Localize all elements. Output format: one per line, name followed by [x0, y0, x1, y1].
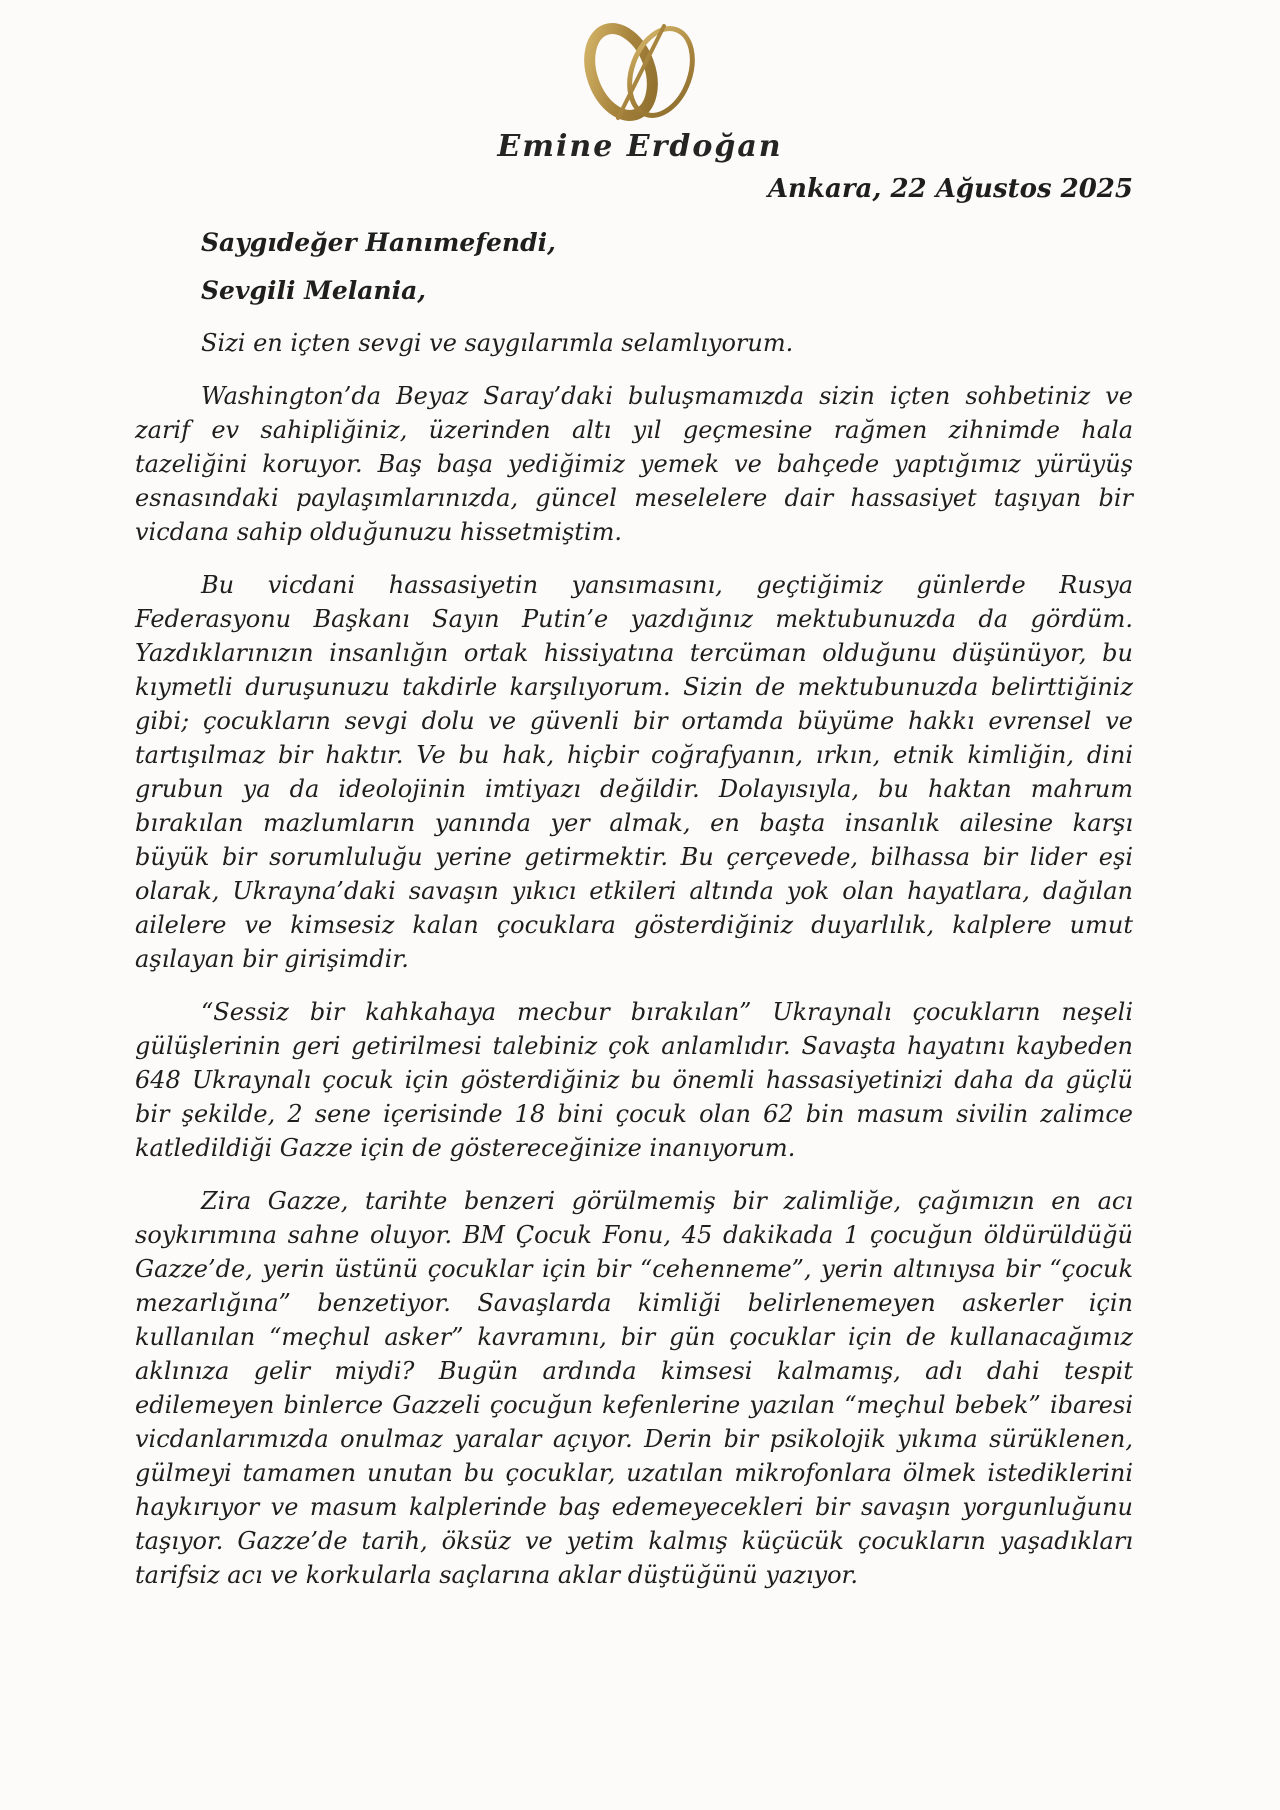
letter-line: gülüşlerinin geri getirilmesi talebiniz çok anlamlıdır. Savaşta hayatını kaybeden: [135, 1032, 1133, 1060]
salutation-melania: Sevgili Melania,: [201, 276, 427, 305]
letter-line: tartışılmaz bir haktır. Ve bu hak, hiçbir coğrafyanın, ırkın, etnik kimliğin, dini: [135, 741, 1133, 769]
paragraph: [135, 1184, 1133, 1592]
letter-line: vicdana sahip olduğunuzu hissetmiştim.: [135, 518, 622, 546]
letter-line: aklınıza gelir miydi? Bugün ardında kimsesi kalmamış, adı dahi tespit: [135, 1357, 1133, 1385]
letter-line: kıymetli duruşunuzu takdirle karşılıyorum. Sizin de mektubunuzda belirttiğiniz: [135, 673, 1133, 701]
paragraph: [135, 326, 1133, 360]
letter-line: tazeliğini koruyor. Baş başa yediğimiz yemek ve bahçede yaptığımız yürüyüş: [135, 450, 1133, 478]
letter-line: gibi; çocukların sevgi dolu ve güvenli bir ortamda büyüme hakkı evrensel ve: [135, 707, 1133, 735]
letter-line: gülmeyi tamamen unutan bu çocuklar, uzatılan mikrofonlara ölmek istediklerini: [135, 1459, 1133, 1487]
letter-line: bırakılan mazlumların yanında yer almak, en başta insanlık ailesine karşı: [135, 809, 1133, 837]
emine-erdogan-monogram-icon: [545, 20, 735, 124]
letter-line: vicdanlarımızda onulmaz yaralar açıyor. Derin bir psikolojik yıkıma sürüklenen,: [135, 1425, 1133, 1453]
letter-line: esnasındaki paylaşımlarınızda, güncel meselelere dair hassasiyet taşıyan bir: [135, 484, 1133, 512]
letter-line: büyük bir sorumluluğu yerine getirmektir. Bu çerçevede, bilhassa bir lider eşi: [135, 843, 1133, 871]
letter-line: tarifsiz acı ve korkularla saçlarına aklar düştüğünü yazıyor.: [135, 1561, 859, 1589]
letter-line: mezarlığına” benzetiyor. Savaşlarda kimliği belirlenemeyen askerler için: [135, 1289, 1133, 1317]
dateline: Ankara, 22 Ağustos 2025: [767, 174, 1133, 204]
letter-line: aşılayan bir girişimdir.: [135, 945, 409, 973]
letter-line: Sizi en içten sevgi ve saygılarımla selamlıyorum.: [201, 329, 794, 357]
letter-line: Yazdıklarınızın insanlığın ortak hissiyatına tercüman olduğunu düşünüyor, bu: [135, 639, 1133, 667]
letter-line: Washington’da Beyaz Saray’daki buluşmamızda sizin içten sohbetiniz ve: [201, 382, 1133, 410]
letter-line: soykırımına sahne oluyor. BM Çocuk Fonu, 45 dakikada 1 çocuğun öldürüldüğü: [135, 1221, 1133, 1249]
paragraph: [135, 379, 1133, 549]
letter-line: kullanılan “meçhul asker” kavramını, bir gün çocuklar için de kullanacağımız: [135, 1323, 1133, 1351]
letter-line: Gazze’de, yerin üstünü çocuklar için bir “cehenneme”, yerin altınıysa bir “çocuk: [135, 1255, 1133, 1283]
letter-line: ailelere ve kimsesiz kalan çocuklara gösterdiğiniz duyarlılık, kalplere umut: [135, 911, 1133, 939]
letter-content: [135, 172, 1133, 1592]
letter-line: katledildiği Gazze için de göstereceğinize inanıyorum.: [135, 1134, 796, 1162]
letter-line: Bu vicdani hassasiyetin yansımasını, geçtiğimiz günlerde Rusya: [201, 571, 1133, 599]
letter-line: olarak, Ukrayna’daki savaşın yıkıcı etkileri altında yok olan hayatlara, dağılan: [135, 877, 1133, 905]
letter-line: grubun ya da ideolojinin imtiyazı değildir. Dolayısıyla, bu haktan mahrum: [135, 775, 1133, 803]
letter-line: Zira Gazze, tarihte benzeri görülmemiş bir zalimliğe, çağımızın en acı: [201, 1187, 1133, 1215]
letter-line: Federasyonu Başkanı Sayın Putin’e yazdığınız mektubunuzda da gördüm.: [135, 605, 1133, 633]
salutation-hanimefendi: Saygıdeğer Hanımefendi,: [201, 228, 556, 257]
letter-line: taşıyor. Gazze’de tarih, öksüz ve yetim kalmış küçücük çocukların yaşadıkları: [135, 1527, 1133, 1555]
letter-line: edilemeyen binlerce Gazzeli çocuğun kefenlerine yazılan “meçhul bebek” ibaresi: [135, 1391, 1133, 1419]
letter-body: [135, 326, 1133, 1592]
letter-line: “Sessiz bir kahkahaya mecbur bırakılan” Ukraynalı çocukların neşeli: [201, 998, 1133, 1026]
letter-line: bir şekilde, 2 sene içerisinde 18 bini çocuk olan 62 bin masum sivilin zalimce: [135, 1100, 1133, 1128]
letter-line: zarif ev sahipliğiniz, üzerinden altı yıl geçmesine rağmen zihnimde hala: [135, 416, 1133, 444]
paragraph: [135, 568, 1133, 976]
letter-line: haykırıyor ve masum kalplerinde baş edemeyecekleri bir savaşın yorgunluğunu: [135, 1493, 1133, 1521]
letter-line: 648 Ukraynalı çocuk için gösterdiğiniz bu önemli hassasiyetinizi daha da güçlü: [135, 1066, 1133, 1094]
letterhead-name: Emine Erdoğan: [497, 129, 783, 164]
letterhead: [0, 0, 1280, 164]
paragraph: [135, 995, 1133, 1165]
